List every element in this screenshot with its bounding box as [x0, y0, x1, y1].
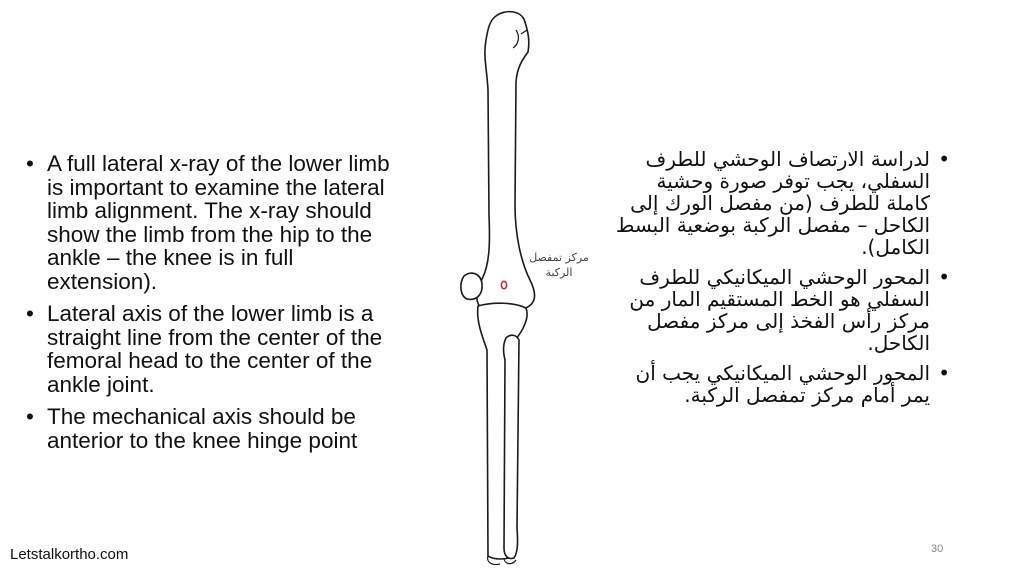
english-bullet-3: • The mechanical axis should be anterior to the knee hinge point [26, 405, 404, 452]
patella-outline [461, 273, 482, 299]
arabic-bullet-3: • المحور الوحشي الميكانيكي يجب أن يمر أمام مركز تمفصل الركبة. [612, 362, 950, 406]
arabic-bullet-list [612, 148, 950, 414]
english-bullet-list [26, 152, 404, 461]
knee-hinge-label-line2: الركبة [545, 266, 573, 279]
knee-hinge-label-line1: مركز تمفصل [529, 251, 589, 264]
footer-site: Letstalkortho.com [10, 546, 129, 563]
page-number: 30 [931, 543, 944, 555]
knee-hinge-label [518, 250, 600, 280]
arabic-bullet-2: • المحور الوحشي الميكانيكي للطرف السفلي هو الخط المستقيم المار من مركز رأس الفخذ إلى مركز مفصل الكاحل. [612, 266, 950, 354]
lower-limb-illustration [440, 0, 590, 576]
english-bullet-1: • A full lateral x-ray of the lower limb is important to examine the lateral limb alignment. The x-ray should show the limb from the hip to the ankle – the knee is in full extension). [26, 152, 404, 293]
arabic-bullet-1: • لدراسة الارتصاف الوحشي للطرف السفلي، يجب توفر صورة وحشية كاملة للطرف (من مفصل الورك إلى الكاحل – مفصل الركبة بوضعية البسط الكامل). [612, 148, 950, 258]
english-bullet-2: • Lateral axis of the lower limb is a straight line from the center of the femoral head to the center of the ankle joint. [26, 302, 404, 396]
fibula-outline [504, 335, 519, 558]
